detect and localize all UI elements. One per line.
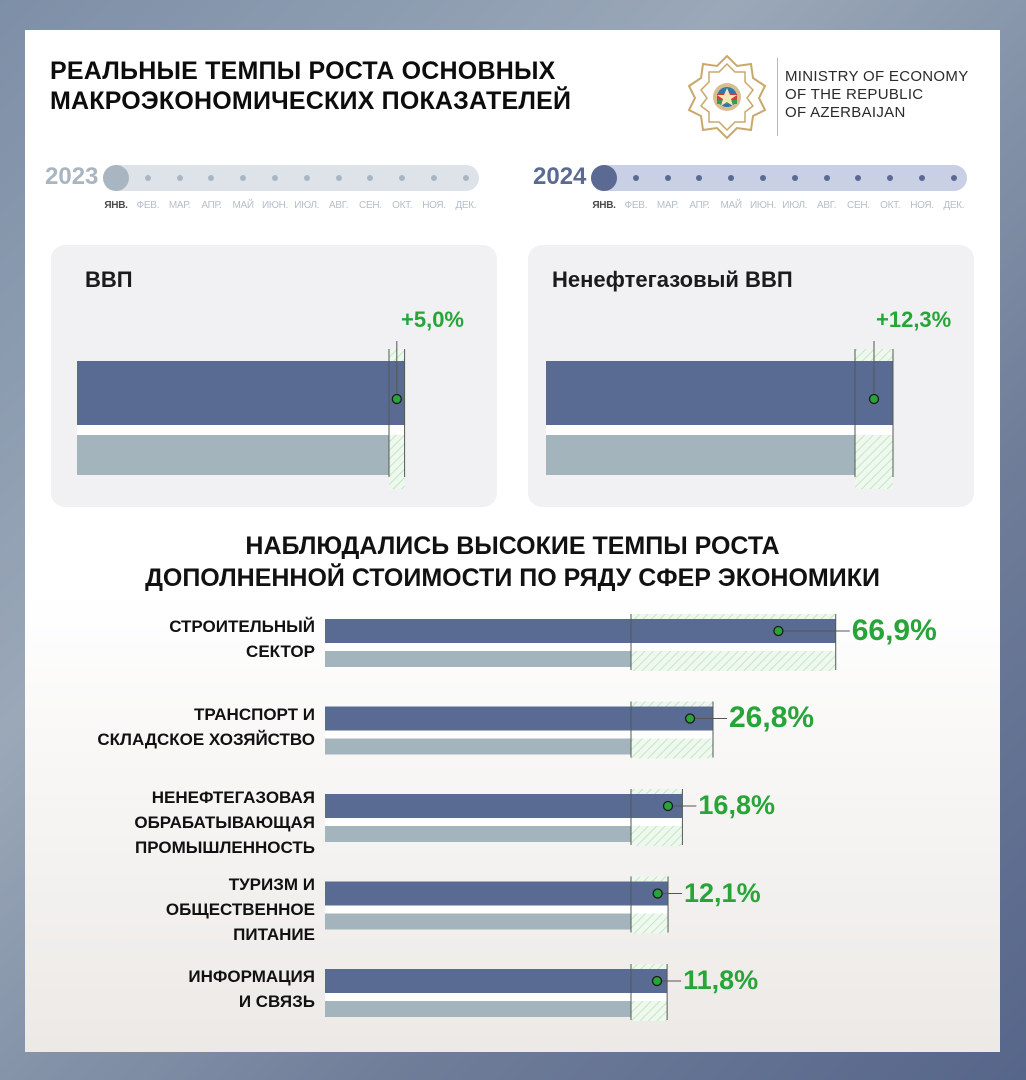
sector-growth-marker (774, 627, 783, 636)
sector-growth-label: 26,8% (729, 701, 815, 734)
panel-gdp (51, 245, 497, 507)
tl-curr-month-label: АВГ. (817, 200, 837, 211)
tl-prev-month-label: МАР. (168, 200, 191, 211)
tl-prev-month-dot (463, 175, 469, 181)
tl-curr-month-dot (951, 175, 957, 181)
tl-curr-month-dot (824, 175, 830, 181)
ministry-name (785, 68, 1000, 122)
azerbaijan-emblem-icon (681, 50, 773, 142)
gdp-growth-marker (392, 395, 401, 404)
sector-label-line: ОБЩЕСТВЕННОЕ (165, 900, 315, 919)
tl-curr-month-dot (760, 175, 766, 181)
tl-curr-month-dot (919, 175, 925, 181)
nonoil-bar-gap (546, 425, 893, 435)
tl-prev-month-label: ДЕК. (455, 200, 477, 211)
sector-label-line: И СВЯЗЬ (238, 992, 315, 1011)
sector-bar-2024 (325, 707, 713, 731)
sector-label-line: ТРАНСПОРТ И (194, 704, 315, 724)
sector-label-line: НЕНЕФТЕГАЗОВАЯ (151, 787, 315, 807)
sector-bar-gap (325, 993, 667, 1001)
tl-curr-active-month-dot (591, 165, 617, 191)
tl-curr-year: 2024 (533, 163, 587, 190)
tl-prev-month-dot (304, 175, 310, 181)
tl-curr-month-label: АПР. (689, 200, 710, 211)
tl-prev-active-month-dot (103, 165, 129, 191)
tl-curr-month-label: ОКТ. (880, 200, 901, 211)
nonoil-bar-2023 (546, 435, 855, 475)
tl-prev-month-label: АПР. (201, 200, 222, 211)
tl-curr-month-dot (792, 175, 798, 181)
sector-bar-2023 (325, 651, 631, 667)
sector-bar-gap (325, 818, 682, 826)
section-title-line-2: ДОПОЛНЕННОЙ СТОИМОСТИ ПО РЯДУ СФЕР ЭКОНОМИКИ (145, 564, 880, 592)
sector-growth-label: 66,9% (851, 613, 937, 647)
sector-label-line: ПИТАНИЕ (233, 925, 315, 944)
sector-label-line: ОБРАБАТЫВАЮЩАЯ (134, 812, 315, 832)
tl-curr-track (591, 165, 967, 191)
sector-growth-marker (652, 977, 661, 986)
tl-prev-month-label: СЕН. (359, 200, 382, 211)
sector-bar-gap (325, 906, 668, 914)
sector-growth-marker (653, 889, 662, 898)
nonoil-gdp-chart (528, 245, 974, 507)
sector-label-line: ТУРИЗМ И (228, 875, 315, 894)
tl-prev-month-dot (145, 175, 151, 181)
sector-bar-2024 (325, 969, 667, 993)
section-title-line-1: НАБЛЮДАЛИСЬ ВЫСОКИЕ ТЕМПЫ РОСТА (245, 532, 780, 560)
logo-divider (777, 58, 778, 136)
gdp-chart (51, 245, 497, 507)
title-line-1: РЕАЛЬНЫЕ ТЕМПЫ РОСТА ОСНОВНЫХ (50, 57, 556, 85)
tl-prev-month-label: ИЮН. (261, 200, 289, 211)
sector-label-line: ИНФОРМАЦИЯ (188, 967, 315, 986)
tl-curr-month-label: НОЯ. (910, 200, 934, 211)
tl-prev-month-dot (431, 175, 437, 181)
tl-curr-month-label: ИЮН. (749, 200, 777, 211)
tl-prev-month-dot (272, 175, 278, 181)
tl-curr-month-label: СЕН. (847, 200, 870, 211)
sector-bar-2023 (325, 826, 631, 842)
sector-label-line: СТРОИТЕЛЬНЫЙ (169, 617, 315, 636)
tl-prev-month-dot (336, 175, 342, 181)
sector-label-line: ПРОМЫШЛЕННОСТЬ (135, 837, 315, 857)
sector-bar-2023 (325, 739, 631, 755)
tl-curr-month-dot (665, 175, 671, 181)
sector-bar-2024 (325, 619, 836, 643)
sector-bar-2024 (325, 882, 668, 906)
tl-prev-month-label: НОЯ. (422, 200, 446, 211)
tl-prev-year: 2023 (45, 163, 99, 190)
nonoil-growth-label: +12,3% (876, 307, 952, 332)
tl-curr-month-label: МАЙ (720, 200, 742, 211)
tl-prev-month-label: ЯНВ. (104, 200, 128, 211)
page-title (50, 56, 670, 116)
panel-gdp-title: ВВП (85, 267, 133, 292)
tl-prev-month-label: АВГ. (329, 200, 349, 211)
sector-bar-gap (325, 643, 836, 651)
tl-prev-month-label: ФЕВ. (136, 200, 160, 211)
sector-growth-label: 16,8% (698, 790, 775, 820)
nonoil-bar-2024 (546, 361, 893, 425)
sector-label-line: СЕКТОР (246, 642, 315, 661)
infographic-card (25, 30, 1000, 1052)
title-line-2: МАКРОЭКОНОМИЧЕСКИХ ПОКАЗАТЕЛЕЙ (50, 87, 572, 115)
tl-prev-month-label: МАЙ (232, 200, 254, 211)
tl-curr-month-label: МАР. (656, 200, 679, 211)
nonoil-growth-marker (870, 395, 879, 404)
tl-prev-month-label: ОКТ. (392, 200, 413, 211)
tl-curr-month-label: ФЕВ. (624, 200, 648, 211)
sector-growth-label: 11,8% (683, 965, 759, 995)
sector-bar-2023 (325, 914, 631, 930)
gdp-bar-gap (77, 425, 405, 435)
sector-chart (25, 600, 1000, 1020)
ministry-line-2: OF THE REPUBLIC (785, 86, 924, 103)
sector-bar-2024 (325, 794, 682, 818)
panel-nonoil-gdp-title: Ненефтегазовый ВВП (552, 267, 793, 292)
ministry-line-3: OF AZERBAIJAN (785, 104, 906, 121)
tl-curr-month-dot (633, 175, 639, 181)
tl-curr-month-label: ЯНВ. (592, 200, 616, 211)
sector-growth-marker (664, 802, 673, 811)
tl-curr-month-label: ИЮЛ. (782, 200, 808, 211)
sector-growth-marker (686, 714, 695, 723)
tl-prev-track (103, 165, 479, 191)
sector-bar-2023 (325, 1001, 631, 1017)
gdp-bar-2024 (77, 361, 405, 425)
gdp-growth-label: +5,0% (401, 307, 464, 332)
panel-nonoil-gdp (528, 245, 974, 507)
sector-growth-label: 12,1% (684, 877, 761, 908)
section-title (25, 530, 1000, 594)
ministry-line-1: MINISTRY OF ECONOMY (785, 68, 969, 85)
tl-prev-month-dot (177, 175, 183, 181)
tl-curr-month-label: ДЕК. (943, 200, 965, 211)
sector-bar-gap (325, 731, 713, 739)
gdp-bar-2023 (77, 435, 389, 475)
tl-prev-month-label: ИЮЛ. (294, 200, 320, 211)
sector-label-line: СКЛАДСКОЕ ХОЗЯЙСТВО (97, 729, 315, 749)
